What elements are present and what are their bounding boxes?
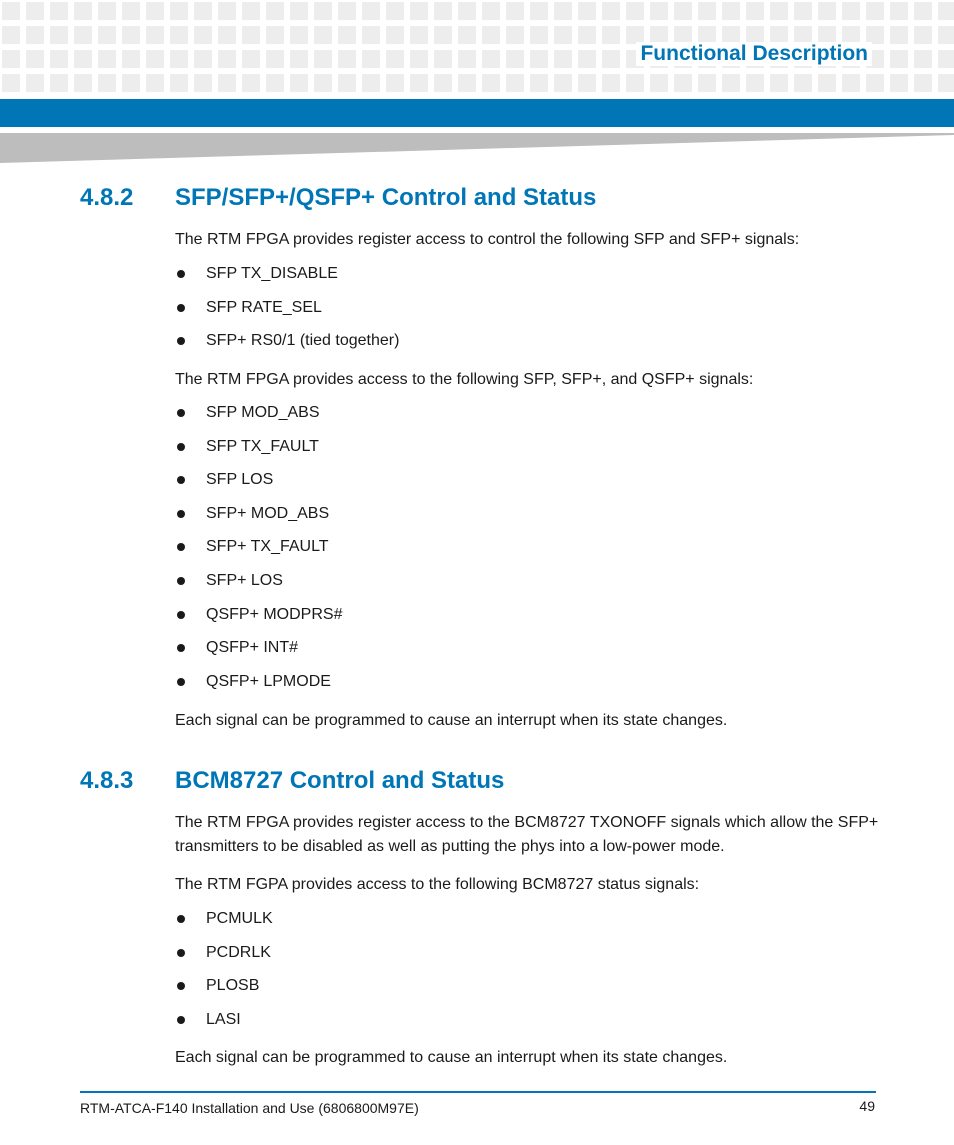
section-title: BCM8727 Control and Status [175, 767, 505, 794]
list-item: SFP+ RS0/1 (tied together) [175, 331, 399, 365]
header-swoosh [0, 133, 954, 163]
paragraph: Each signal can be programmed to cause an interrupt when its state changes. [175, 712, 728, 729]
chapter-title: Functional Description [636, 42, 872, 66]
bullet-list [175, 403, 342, 705]
list-item: SFP MOD_ABS [175, 403, 342, 437]
paragraph: The RTM FGPA provides access to the following BCM8727 status signals: [175, 876, 700, 893]
header-bar [0, 99, 954, 127]
paragraph: The RTM FPGA provides register access to the BCM8727 TXONOFF signals which allow the SFP+ transmitters to be disabled as well as putting the phys into a low-power mode. [175, 814, 879, 855]
list-item: LASI [175, 1010, 273, 1044]
paragraph: The RTM FPGA provides register access to control the following SFP and SFP+ signals: [175, 231, 800, 248]
section-number: 4.8.2 [80, 184, 134, 211]
section-title: SFP/SFP+/QSFP+ Control and Status [175, 184, 597, 211]
list-item: PLOSB [175, 976, 273, 1010]
bullet-list [175, 264, 399, 365]
page-number: 49 [859, 1098, 875, 1114]
footer-doc-title: RTM-ATCA-F140 Installation and Use (6806800M97E) [80, 1100, 419, 1116]
list-item: SFP+ LOS [175, 571, 342, 605]
footer-rule [80, 1091, 876, 1093]
section-number: 4.8.3 [80, 767, 134, 794]
list-item: PCDRLK [175, 943, 273, 977]
list-item: SFP LOS [175, 470, 342, 504]
paragraph: The RTM FPGA provides access to the following SFP, SFP+, and QSFP+ signals: [175, 371, 754, 388]
list-item: SFP TX_DISABLE [175, 264, 399, 298]
list-item: SFP+ TX_FAULT [175, 537, 342, 571]
list-item: QSFP+ LPMODE [175, 672, 342, 706]
list-item: QSFP+ INT# [175, 638, 342, 672]
paragraph: Each signal can be programmed to cause an interrupt when its state changes. [175, 1049, 728, 1066]
list-item: SFP TX_FAULT [175, 437, 342, 471]
section-heading-4-8-3 [80, 767, 504, 795]
list-item: SFP RATE_SEL [175, 298, 399, 332]
list-item: SFP+ MOD_ABS [175, 504, 342, 538]
section-heading-4-8-2 [80, 184, 596, 212]
list-item: QSFP+ MODPRS# [175, 605, 342, 639]
bullet-list [175, 909, 273, 1043]
list-item: PCMULK [175, 909, 273, 943]
